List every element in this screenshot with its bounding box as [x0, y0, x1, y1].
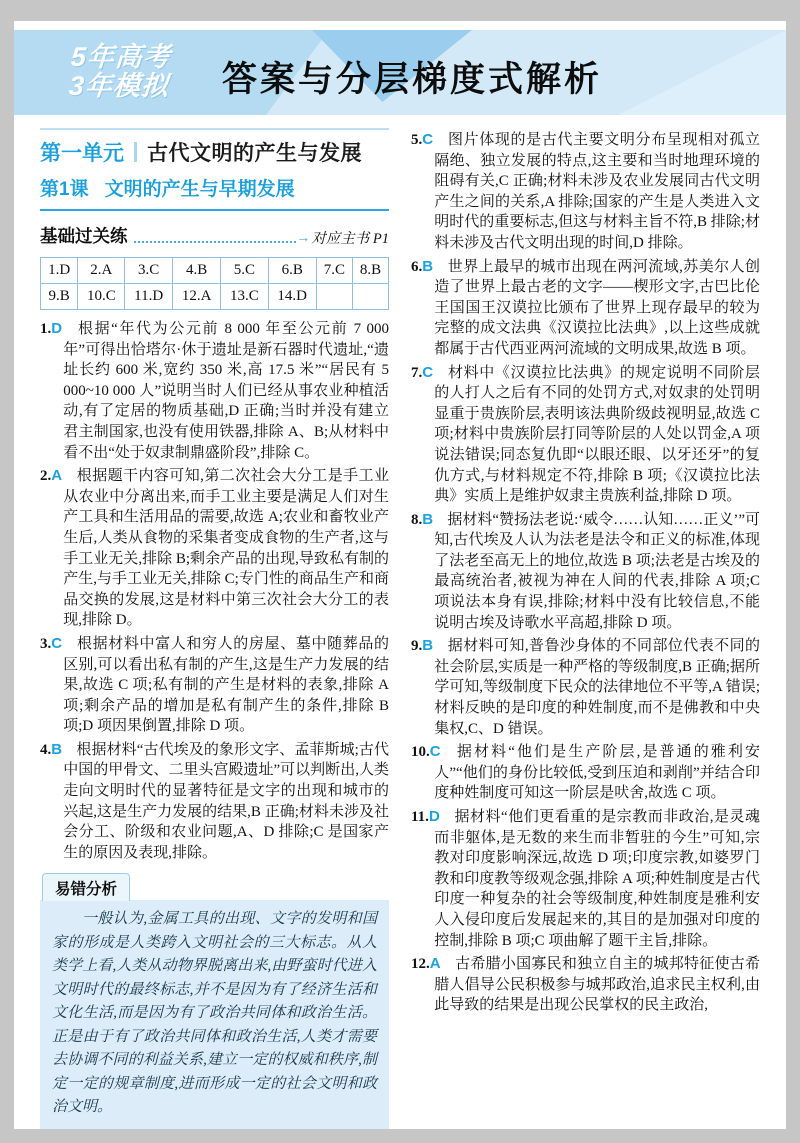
explanation-text: 根据材料“古代埃及的象形文字、孟菲斯城;古代中国的甲骨文、二里头宫殿遗址”可以判断出,人类走向文明时代的显著特征是文字的出现和城市的兴起,这是生产力发展的结果,B 正确;材料未涉及社会分工、阶级和农业问题,A、D 排除;C 是国家产生的原因及表现,排除。 — [63, 741, 389, 861]
question-number: 11. — [411, 809, 429, 825]
book-page — [14, 21, 786, 1129]
page-title: 答案与分层梯度式解析 — [222, 60, 603, 99]
question-number: 1. — [40, 321, 52, 337]
section-page-ref: 对应主书 P1 — [311, 231, 389, 247]
explanation-item-4 — [40, 740, 389, 864]
explanation-item-6 — [411, 257, 760, 360]
question-number: 2. — [40, 468, 52, 485]
answer-cell: 4.B — [172, 258, 220, 284]
answer-letter: C — [422, 131, 434, 148]
unit-header — [40, 128, 389, 211]
unit-row — [40, 137, 389, 167]
explanation-text: 材料中《汉谟拉比法典》的规定说明不同阶层的人打人之后有不同的处罚方式,对奴隶的处罚明显重于贵族阶层,表明该法典阶级歧视明显,故选 C 项;材料中贵族阶层打同等阶层的人处以罚金,A 项说法错误;同态复仇即“以眼还眼、以牙还牙”的复仇方式,与材料规定不符,排除 B 项;《汉谟拉比法典》实质上是维护奴隶主贵族利益,排除 D 项。 — [434, 364, 760, 505]
brand-line-1: 5年高考 — [69, 42, 173, 72]
explanation-item-8 — [411, 510, 760, 634]
question-number: 3. — [40, 635, 52, 652]
content-area — [14, 115, 786, 1129]
answer-cell: 9.B — [41, 284, 78, 310]
header-banner — [14, 30, 786, 115]
explanation-text: 根据材料中富人和穷人的房屋、墓中随葬品的区别,可以看出私有制的产生,这是生产力发展的结果,故选 C 项;私有制的产生是材料的表象,排除 A 项;剩余产品的增加是私有制产生的条件,排除 B 项;D 项因果倒置,排除 D 项。 — [63, 635, 389, 735]
explanation-item-9 — [411, 636, 760, 739]
answer-cell: 13.C — [221, 284, 268, 310]
explanation-item-12 — [411, 954, 760, 1016]
dotted-leader — [134, 241, 297, 243]
left-column — [40, 128, 389, 1129]
explanation-text: 根据题干内容可知,第二次社会大分工是手工业从农业中分离出来,而手工业主要是满足人们对生产工具和生活用品的需要,故选 A;农业和畜牧业产生后,人类从食物的采集者变成食物的生产者,这与手工业无关,排除 B;剩余产品的出现,导致私有制的产生,与手工业无关,排除 C;专门性的商品生产和商品交换的发展,这是材料中第三次社会大分工的表现,排除 D。 — [63, 468, 389, 629]
explanation-item-5 — [411, 130, 760, 254]
answer-cell: 2.A — [78, 258, 125, 284]
question-number: 6. — [411, 258, 423, 275]
answer-cell — [352, 284, 388, 310]
answer-letter: A — [429, 955, 441, 973]
answer-cell: 10.C — [78, 284, 125, 310]
explanation-item-7 — [411, 363, 760, 507]
answer-letter: D — [428, 808, 440, 825]
answer-letter: C — [429, 743, 441, 761]
explanations-left — [40, 319, 389, 863]
explanation-item-1 — [40, 319, 389, 463]
explanation-text: 图片体现的是古代主要文明分布呈现相对孤立隔绝、独立发展的特点,这主要和当时地理环境的阻碍有关,C 正确;材料未涉及农业发展同古代文明产生之间的关系,A 排除;国家的产生是人类进入文明时代的重要标志,但这与材料主旨不符,B 排除;材料未涉及古代文明出现的时间,D 排除。 — [434, 132, 760, 251]
right-column — [411, 128, 760, 1129]
answer-letter: B — [51, 740, 63, 758]
question-number: 10. — [411, 744, 430, 761]
answer-letter: A — [51, 467, 63, 485]
lesson-label: 第1课 — [40, 179, 89, 200]
misconception-body — [40, 900, 389, 1129]
answer-cell: 1.D — [41, 258, 78, 284]
answer-cell: 3.C — [125, 258, 173, 284]
answer-cell: 7.C — [316, 258, 352, 284]
explanation-text: 世界上最早的城市出现在两河流域,苏美尔人创造了世界上最古老的文字——楔形文字,古巴比伦王国国王汉谟拉比颁布了世界上现存最早的较为完整的成文法典《汉谟拉比法典》,以上这些成就都属于古代西亚两河流域的文明成果,故选 B 项。 — [434, 258, 760, 357]
answer-cell: 12.A — [172, 284, 220, 310]
answer-letter: B — [422, 510, 434, 528]
question-number: 5. — [411, 132, 423, 148]
unit-label: 第一单元 — [40, 142, 124, 165]
explanation-text: 古希腊小国寡民和独立自主的城邦特征使古希腊人倡导公民积极参与城邦政治,追求民主权利,由此导致的结果是出现公民掌权的民主政治, — [434, 956, 760, 1014]
explanation-text: 据材料可知,普鲁沙身体的不同部位代表不同的社会阶层,实质是一种严格的等级制度,B 正确;据所学可知,等级制度下民众的法律地位不平等,A 错误;材料反映的是印度的种姓制度,而不是佛教和中央集权,C、D 错误。 — [434, 638, 760, 737]
answer-letter: B — [422, 257, 434, 275]
arrow-icon: → — [296, 231, 311, 246]
explanation-text: 据材料“他们更看重的是宗教而非政治,是灵魂而非躯体,是无数的来生而非暂驻的今生”可知,宗教对印度影响深远,故选 D 项;印度宗教,如婆罗门教和印度教等级观念强,排除 A 项;种姓制度是古代印度一种复杂的社会等级制度,种姓制度是雅利安人入侵印度后发展起来的,其目的是加强对印度的控制,排除 B 项;C 项曲解了题干主旨,排除。 — [434, 809, 760, 949]
explanation-text: 根据“年代为公元前 8 000 年至公元前 7 000 年”可得出恰塔尔·休于遗址是新石器时代遗址,“遗址长约 600 米,宽约 350 米,高 17.5 米”“居民有 5 000~10 000 人”说明当时人们已经从事农业种植活动,有了定居的物质基础,D 正确;当时并没有建立君主制国家,也没有使用铁器,排除 A、B;从材料中看不出“处于奴隶制鼎盛阶段”,排除 C。 — [63, 321, 389, 461]
unit-title: 古代文明的产生与发展 — [147, 142, 362, 165]
answer-letter: B — [422, 637, 434, 655]
answer-cell: 14.D — [268, 284, 316, 310]
explanations-right — [411, 130, 760, 1016]
answer-key-table — [40, 257, 389, 310]
answer-cell: 5.C — [221, 258, 268, 284]
explanation-item-3 — [40, 634, 389, 737]
section-name: 基础过关练 — [40, 226, 128, 246]
misconception-text: 一般认为,金属工具的出现、文字的发明和国家的形成是人类跨入文明社会的三大标志。从人类学上看,人类从动物界脱离出来,由野蛮时代进入文明时代的最终标志,并不是因为有了经济生活和文化生活,而是因为有了政治共同体和政治生活。正是由于有了政治共同体和政治生活,人类才需要去协调不同的利益关系,建立一定的权威和秩序,制定一定的规章制度,进而形成一定的社会文明和政治文明。 — [52, 911, 377, 1116]
answer-letter: C — [51, 634, 63, 652]
explanation-item-2 — [40, 466, 389, 631]
question-number: 12. — [411, 956, 430, 973]
lesson-row — [40, 174, 389, 211]
table-row — [41, 258, 389, 284]
answer-cell: 8.B — [352, 258, 388, 284]
table-row — [41, 284, 389, 310]
answer-cell: 11.D — [125, 284, 173, 310]
section-header — [40, 223, 389, 248]
misconception-box — [40, 873, 389, 1129]
explanation-text: 据材料“他们是生产阶层,是普通的雅利安人”“他们的身份比较低,受到压迫和剥削”并结合印度种姓制度可知这一阶层是吠舍,故选 C 项。 — [434, 744, 760, 802]
unit-divider — [134, 142, 137, 162]
answer-cell: 6.B — [268, 258, 316, 284]
explanation-text: 据材料“赞扬法老说:‘威令……认知……正义’”可知,古代埃及人认为法老是法令和正义的标准,体现了法老至高无上的地位,故选 B 项;法老是古埃及的最高统治者,被视为神在人间的代表,排除 A 项;C 项说法本身有误,排除;材料中没有比较信息,不能说明古埃及诗歌水平高超,排除 D 项。 — [434, 511, 760, 631]
question-number: 4. — [40, 741, 52, 758]
lesson-title: 文明的产生与早期发展 — [104, 179, 295, 200]
question-number: 8. — [411, 511, 423, 528]
explanation-item-10 — [411, 742, 760, 804]
answer-letter: D — [51, 320, 63, 337]
question-number: 9. — [411, 638, 423, 655]
brand-line-2: 3年模拟 — [67, 70, 171, 101]
misconception-label: 易错分析 — [42, 873, 130, 901]
brand-logo — [68, 43, 172, 100]
question-number: 7. — [411, 364, 423, 381]
answer-letter: C — [422, 363, 434, 381]
answer-cell — [316, 284, 352, 310]
explanation-item-11 — [411, 807, 760, 951]
